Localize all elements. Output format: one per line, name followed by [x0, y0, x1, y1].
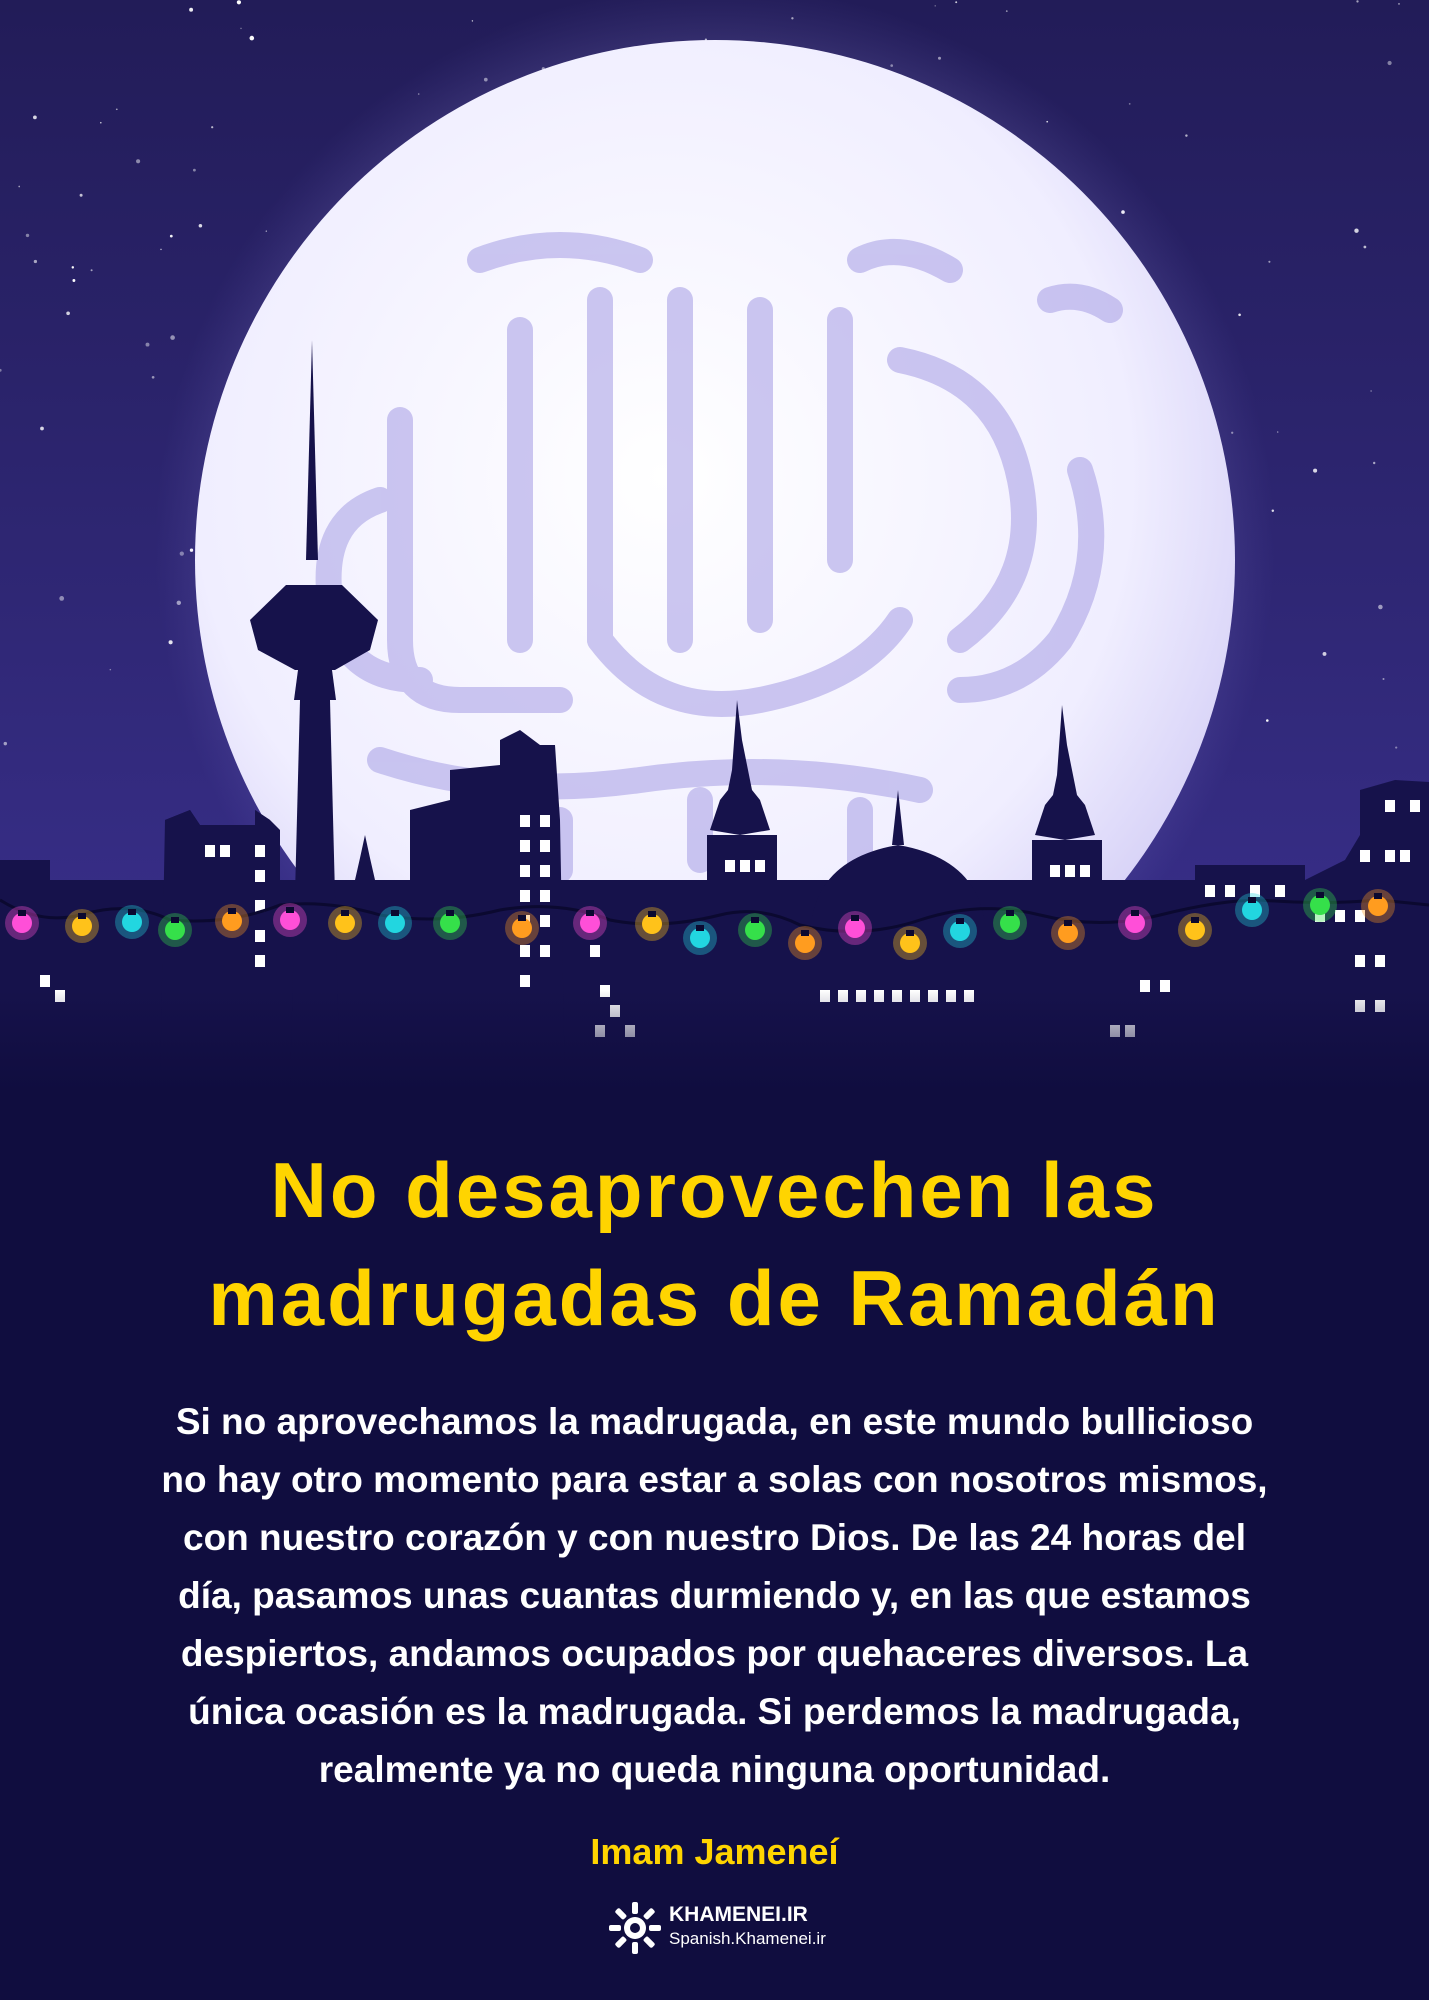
light-bulb: [1235, 893, 1269, 927]
quote-line: no hay otro momento para estar a solas con nosotros mismos,: [161, 1459, 1268, 1500]
window-light: [40, 975, 50, 987]
window-light: [205, 845, 215, 857]
star: [1378, 605, 1383, 610]
light-bulb: [993, 906, 1027, 940]
window-light: [540, 945, 550, 957]
star: [1277, 431, 1279, 433]
window-light: [755, 860, 765, 872]
star: [1373, 462, 1375, 464]
window-light: [1375, 955, 1385, 967]
star: [1395, 747, 1397, 749]
star: [66, 311, 70, 315]
star: [1268, 261, 1270, 263]
light-bulb: [215, 904, 249, 938]
star: [26, 234, 29, 237]
light-bulb: [635, 907, 669, 941]
window-light: [540, 815, 550, 827]
star: [170, 335, 175, 340]
light-bulb: [738, 913, 772, 947]
window-light: [520, 945, 530, 957]
quote-line: con nuestro corazón y con nuestro Dios. De las 24 horas del: [183, 1517, 1246, 1558]
star: [110, 669, 112, 671]
star: [1382, 678, 1384, 680]
star: [91, 269, 93, 271]
window-light: [255, 955, 265, 967]
star: [1356, 0, 1358, 2]
quote-author: Imam Jameneí: [590, 1831, 839, 1872]
window-light: [255, 930, 265, 942]
window-light: [540, 890, 550, 902]
star: [250, 36, 255, 41]
star: [1370, 390, 1371, 391]
star: [1185, 134, 1187, 136]
window-light: [540, 865, 550, 877]
light-bulb: [433, 906, 467, 940]
star: [4, 742, 7, 745]
star: [1398, 3, 1400, 5]
khamenei-logo-icon: [605, 1898, 665, 1958]
star: [116, 108, 118, 110]
light-bulb: [1118, 906, 1152, 940]
star: [18, 186, 20, 188]
window-light: [255, 845, 265, 857]
light-bulb: [943, 914, 977, 948]
poster-title-line-2: madrugadas de Ramadán: [208, 1254, 1221, 1342]
light-bulb: [1303, 888, 1337, 922]
light-bulb: [1361, 889, 1395, 923]
logo-url: Spanish.Khamenei.ir: [669, 1929, 826, 1948]
star: [1323, 652, 1327, 656]
window-light: [590, 945, 600, 957]
light-bulb: [505, 911, 539, 945]
window-light: [255, 870, 265, 882]
light-bulb: [273, 903, 307, 937]
star: [40, 427, 44, 431]
star: [955, 1, 957, 3]
light-bulb: [788, 926, 822, 960]
light-bulb: [1051, 916, 1085, 950]
light-bulb: [158, 913, 192, 947]
star: [160, 249, 162, 251]
star: [136, 159, 140, 163]
star: [211, 126, 213, 128]
window-light: [1335, 910, 1345, 922]
window-light: [1065, 865, 1075, 877]
star: [72, 279, 75, 282]
quote-line: día, pasamos unas cuantas durmiendo y, en las que estamos: [178, 1575, 1251, 1616]
light-bulb: [65, 909, 99, 943]
star: [189, 8, 193, 12]
star: [34, 260, 37, 263]
light-bulb: [5, 906, 39, 940]
star: [1238, 314, 1241, 317]
light-bulb: [838, 911, 872, 945]
star: [1006, 10, 1008, 12]
window-light: [1080, 865, 1090, 877]
quote-line: única ocasión es la madrugada. Si perdemos la madrugada,: [188, 1691, 1241, 1732]
light-bulb: [893, 926, 927, 960]
window-light: [1050, 865, 1060, 877]
window-light: [1205, 885, 1215, 897]
window-light: [740, 860, 750, 872]
star: [100, 122, 102, 124]
window-light: [520, 865, 530, 877]
star: [199, 224, 203, 228]
light-bulb: [115, 905, 149, 939]
window-light: [1385, 800, 1395, 812]
star: [472, 20, 473, 21]
star: [935, 5, 936, 6]
star: [237, 0, 241, 4]
window-light: [1355, 955, 1365, 967]
star: [1129, 103, 1131, 105]
window-light: [540, 840, 550, 852]
star: [1313, 469, 1317, 473]
light-bulb: [328, 906, 362, 940]
window-light: [1225, 885, 1235, 897]
light-bulb: [1178, 913, 1212, 947]
window-light: [1400, 850, 1410, 862]
window-light: [1385, 850, 1395, 862]
window-light: [1410, 800, 1420, 812]
window-light: [520, 975, 530, 987]
star: [170, 235, 173, 238]
star: [33, 116, 37, 120]
khamenei-logo: [605, 1898, 865, 1958]
window-light: [1275, 885, 1285, 897]
star: [152, 376, 155, 379]
star: [193, 169, 196, 172]
star: [1388, 61, 1392, 65]
window-light: [220, 845, 230, 857]
light-bulb: [378, 906, 412, 940]
poster-title-line-1: No desaprovechen las: [270, 1146, 1159, 1234]
star: [146, 343, 150, 347]
window-light: [520, 890, 530, 902]
window-light: [725, 860, 735, 872]
window-light: [520, 815, 530, 827]
quote-text: [110, 1393, 1319, 1799]
light-bulb: [573, 906, 607, 940]
star: [1354, 229, 1358, 233]
star: [1364, 246, 1367, 249]
star: [59, 596, 64, 601]
quote-line: despiertos, andamos ocupados por quehaceres diversos. La: [180, 1633, 1249, 1674]
quote-line: realmente ya no queda ninguna oportunidad.: [318, 1749, 1111, 1790]
window-light: [520, 840, 530, 852]
star: [80, 194, 83, 197]
star: [240, 28, 242, 30]
star: [1266, 719, 1269, 722]
window-light: [1360, 850, 1370, 862]
quote-line: Si no aprovechamos la madrugada, en este mundo bullicioso: [175, 1401, 1254, 1442]
window-light: [540, 915, 550, 927]
light-bulb: [683, 921, 717, 955]
logo-name: KHAMENEI.IR: [669, 1903, 808, 1926]
star: [72, 266, 74, 268]
